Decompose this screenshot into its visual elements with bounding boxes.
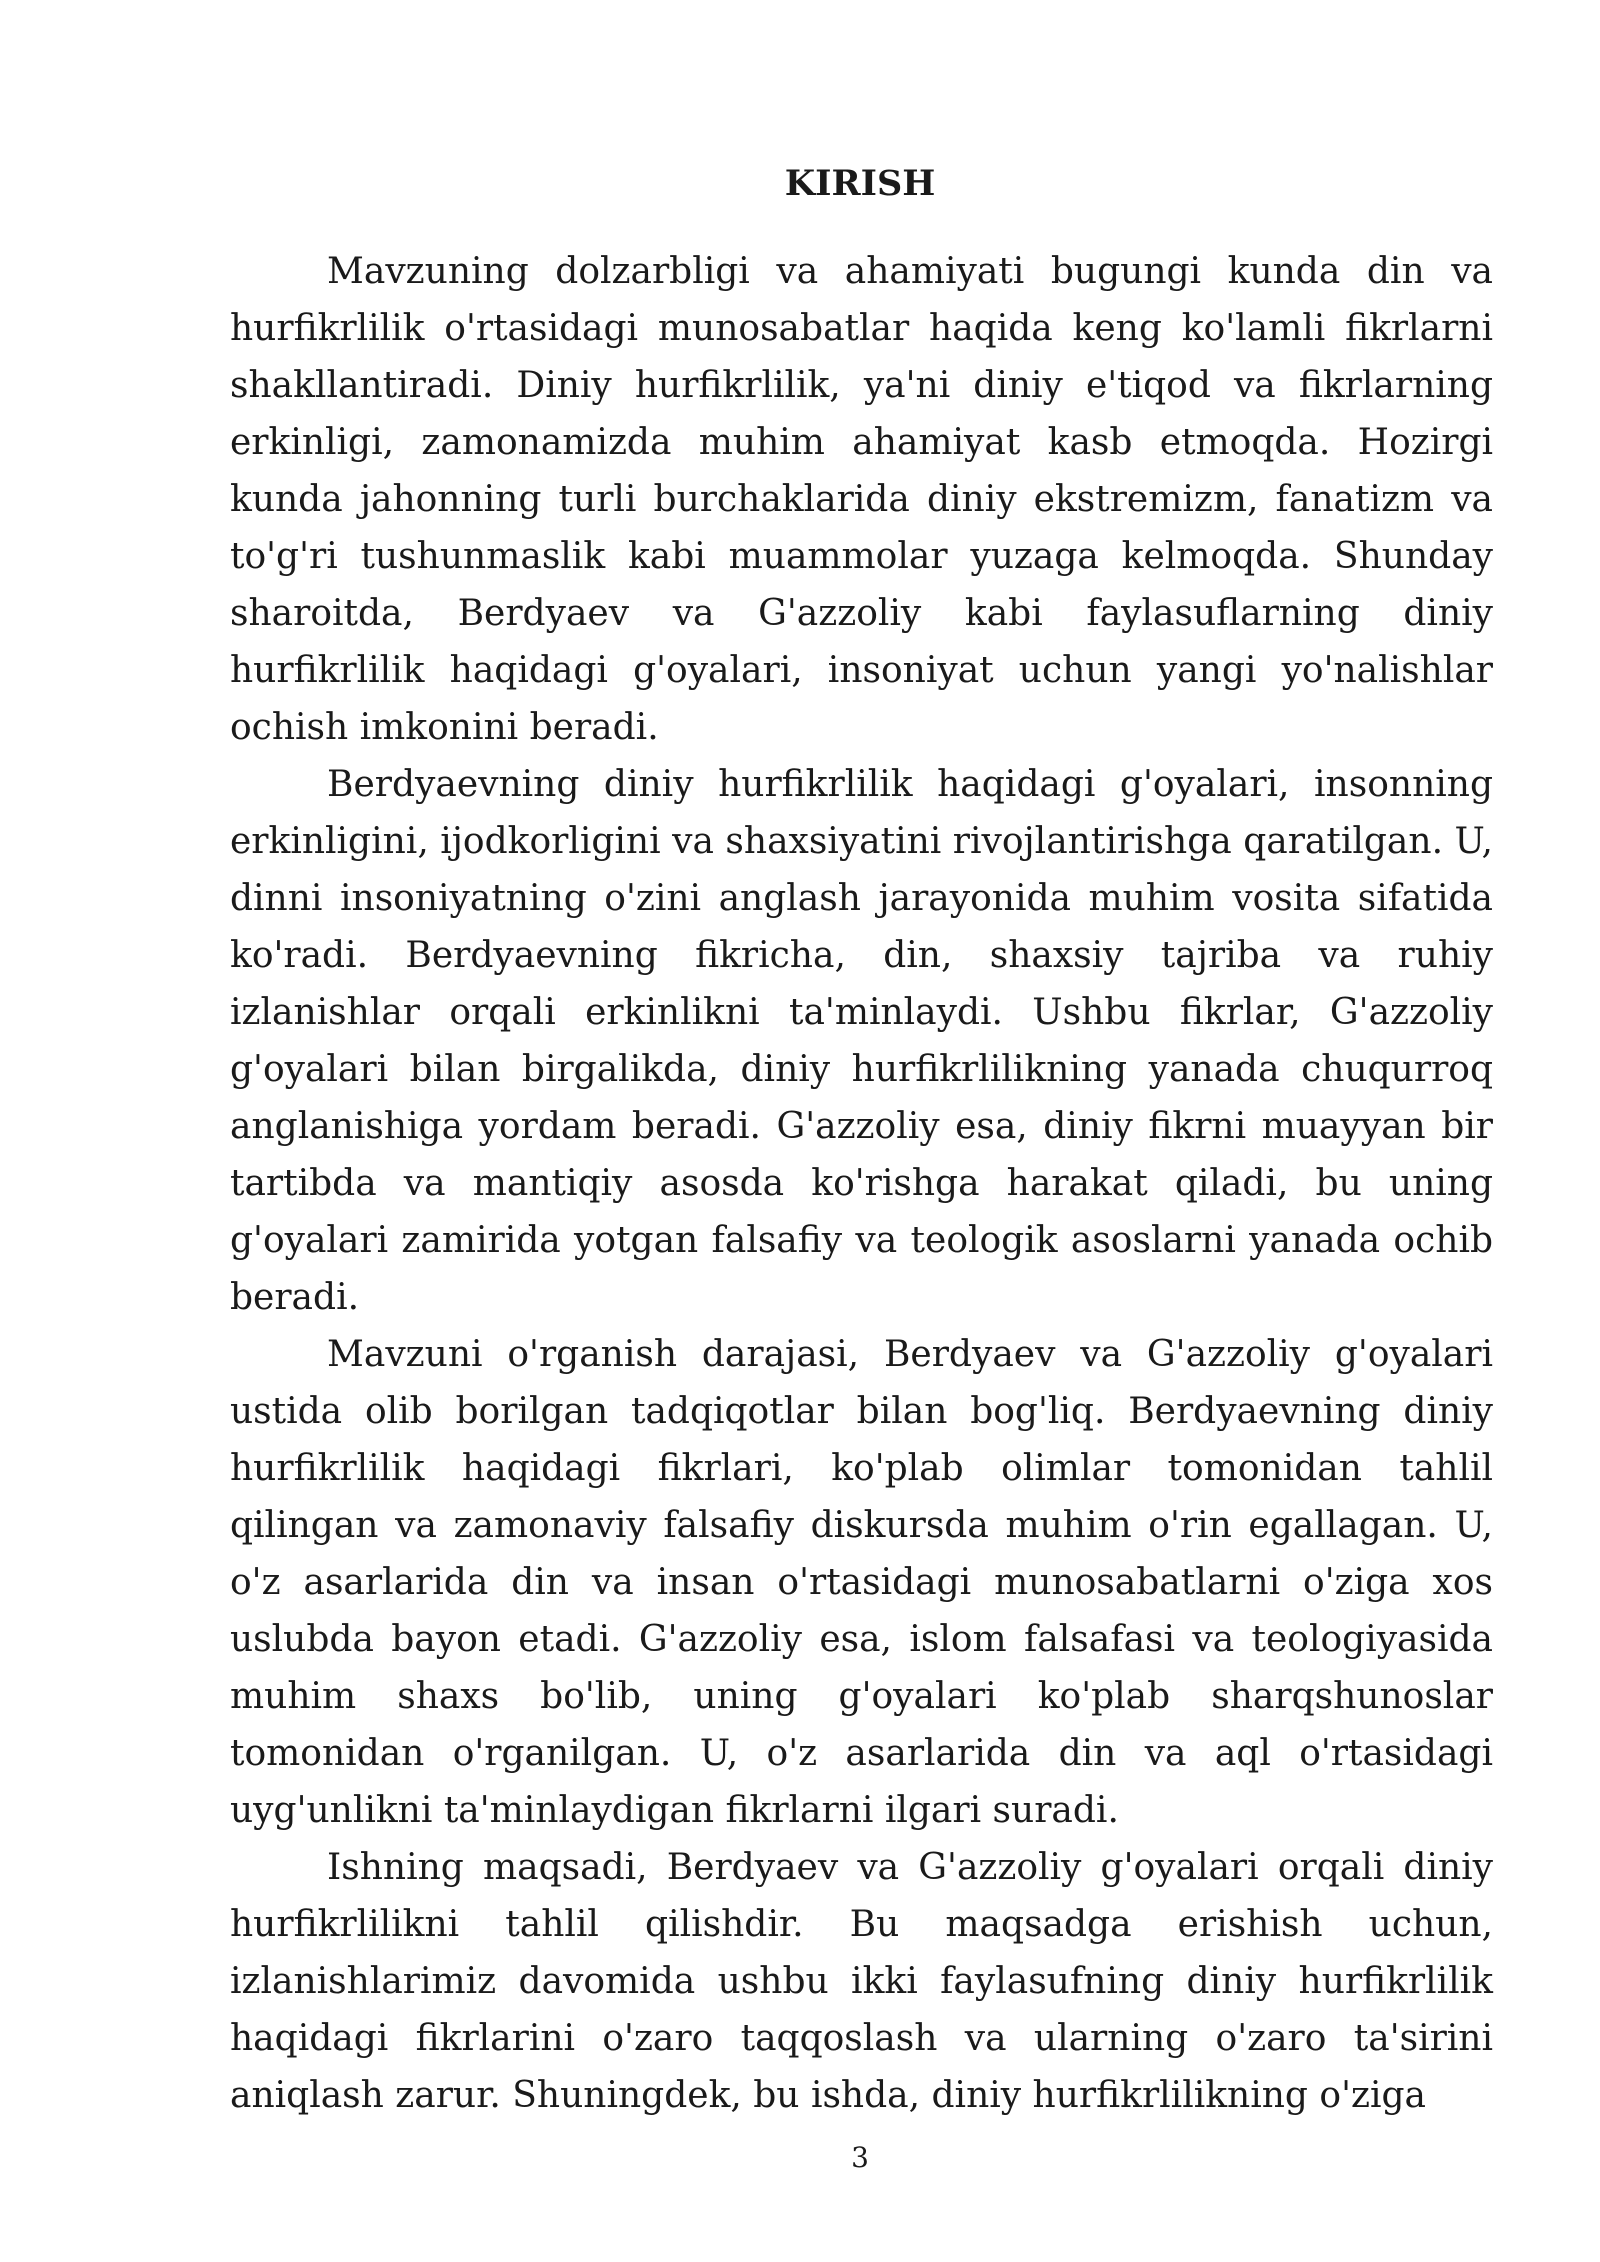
paragraph-berdyaev-ideas: Berdyaevning diniy hurfikrlilik haqidagi g'oyalari, insonning erkinligini, ijodkorligini va shaxsiyatini rivojlantirishga qaratilgan. U, dinni insoniyatning o'zini anglash jarayonida muhim vosita sifatida ko'radi. Berdyaevning fikricha, din, shaxsiy tajriba va ruhiy izlanishlar orqali erkinlikni ta'minlaydi. Ushbu fikrlar, G'azzoliy g'oyalari bilan birgalikda, diniy hurfikrlilikning yanada chuqurroq anglanishiga yordam beradi. G'azzoliy esa, diniy fikrni muayyan bir tartibda va mantiqiy asosda ko'rishga harakat qiladi, bu uning g'oyalari zamirida yotgan falsafiy va teologik asoslarni yanada ochib beradi. — [230, 764, 1493, 1318]
page-number: 3 — [851, 2141, 869, 2174]
paragraph-research-goal: Ishning maqsadi, Berdyaev va G'azzoliy g'oyalari orqali diniy hurfikrlilikni tahlil qilishdir. Bu maqsadga erishish uchun, izlanishlarimiz davomida ushbu ikki faylasufning diniy hurfikrlilik haqidagi fikrlarini o'zaro taqqoslash va ularning o'zaro ta'sirini aniqlash zarur. Shuningdek, bu ishda, diniy hurfikrlilikning o'ziga — [230, 1847, 1493, 2116]
paragraph-relevance: Mavzuning dolzarbligi va ahamiyati bugungi kunda din va hurfikrlilik o'rtasidagi munosabatlar haqida keng ko'lamli fikrlarni shakllantiradi. Diniy hurfikrlilik, ya'ni diniy e'tiqod va fikrlarning erkinligi, zamonamizda muhim ahamiyat kasb etmoqda. Hozirgi kunda jahonning turli burchaklarida diniy ekstremizm, fanatizm va to'g'ri tushunmaslik kabi muammolar yuzaga kelmoqda. Shunday sharoitda, Berdyaev va G'azzoliy kabi faylasuflarning diniy hurfikrlilik haqidagi g'oyalari, insoniyat uchun yangi yo'nalishlar ochish imkonini beradi. — [230, 251, 1493, 748]
document-body — [230, 243, 1493, 2124]
page-title: KIRISH — [784, 163, 936, 204]
paragraph-study-level: Mavzuni o'rganish darajasi, Berdyaev va G'azzoliy g'oyalari ustida olib borilgan tadqiqotlar bilan bog'liq. Berdyaevning diniy hurfikrlilik haqidagi fikrlari, ko'plab olimlar tomonidan tahlil qilingan va zamonaviy falsafiy diskursda muhim o'rin egallagan. U, o'z asarlarida din va insan o'rtasidagi munosabatlarni o'ziga xos uslubda bayon etadi. G'azzoliy esa, islom falsafasi va teologiyasida muhim shaxs bo'lib, uning g'oyalari ko'plab sharqshunoslar tomonidan o'rganilgan. U, o'z asarlarida din va aql o'rtasidagi uyg'unlikni ta'minlaydigan fikrlarni ilgari suradi. — [230, 1334, 1493, 1831]
